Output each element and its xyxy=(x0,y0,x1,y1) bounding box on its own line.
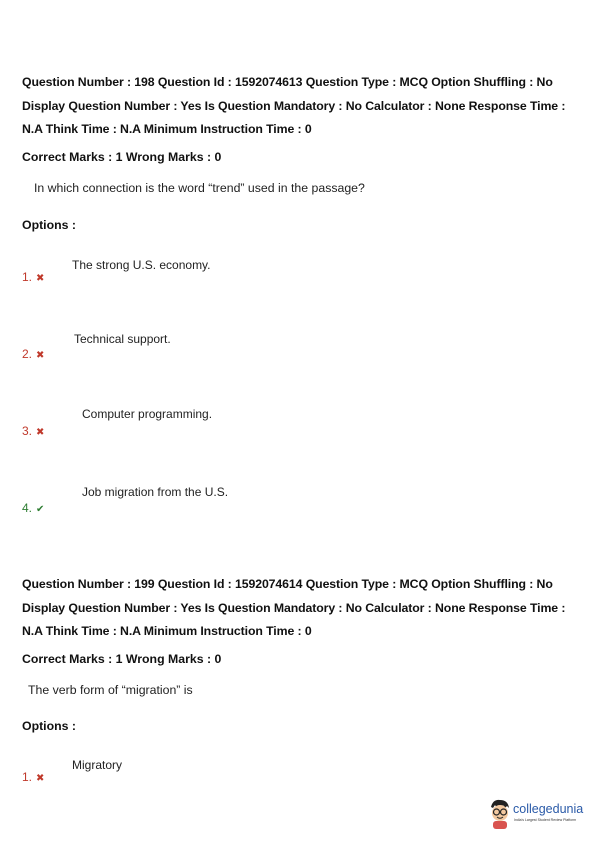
option-text: Migratory xyxy=(72,758,123,772)
option-number: 3. ✖ xyxy=(22,424,45,438)
question-199-meta: Question Number : 199 Question Id : 1592074614 Question Type : MCQ Option Shuffling : No Display Question Number : Yes Is Question Mandatory : No Calculator : None Response Time : N.A Think Time : N.A Minimum Instruction Time : 0 xyxy=(22,577,566,638)
option-number: 1. ✖ xyxy=(22,270,45,284)
question-199-marks: Correct Marks : 1 Wrong Marks : 0 xyxy=(22,652,222,666)
wrong-cross-icon: ✖ xyxy=(36,273,45,284)
collegedunia-logo xyxy=(488,798,588,832)
question-198-text: In which connection is the word “trend” used in the passage? xyxy=(34,181,365,195)
question-199-options-label: Options : xyxy=(22,719,76,733)
mascot-icon xyxy=(488,798,512,830)
option-number: 1. ✖ xyxy=(22,770,45,784)
option-number: 4. ✔ xyxy=(22,501,45,515)
wrong-cross-icon: ✖ xyxy=(36,773,45,784)
option-number: 2. ✖ xyxy=(22,347,45,361)
question-198-marks: Correct Marks : 1 Wrong Marks : 0 xyxy=(22,150,222,164)
wrong-cross-icon: ✖ xyxy=(36,350,45,361)
correct-check-icon: ✔ xyxy=(36,504,45,515)
question-198-options-label: Options : xyxy=(22,218,76,232)
logo-tagline: India's Largest Student Review Platform xyxy=(514,818,577,822)
logo-wordmark: collegedunia xyxy=(513,802,584,816)
option-text: Job migration from the U.S. xyxy=(82,485,229,499)
question-199-text: The verb form of “migration” is xyxy=(28,683,193,697)
option-text: Computer programming. xyxy=(82,407,213,421)
option-text: Technical support. xyxy=(74,332,171,346)
option-text: The strong U.S. economy. xyxy=(72,258,211,272)
wrong-cross-icon: ✖ xyxy=(36,427,45,438)
question-198-meta: Question Number : 198 Question Id : 1592074613 Question Type : MCQ Option Shuffling : No Display Question Number : Yes Is Question Mandatory : No Calculator : None Response Time : N.A Think Time : N.A Minimum Instruction Time : 0 xyxy=(22,75,566,136)
